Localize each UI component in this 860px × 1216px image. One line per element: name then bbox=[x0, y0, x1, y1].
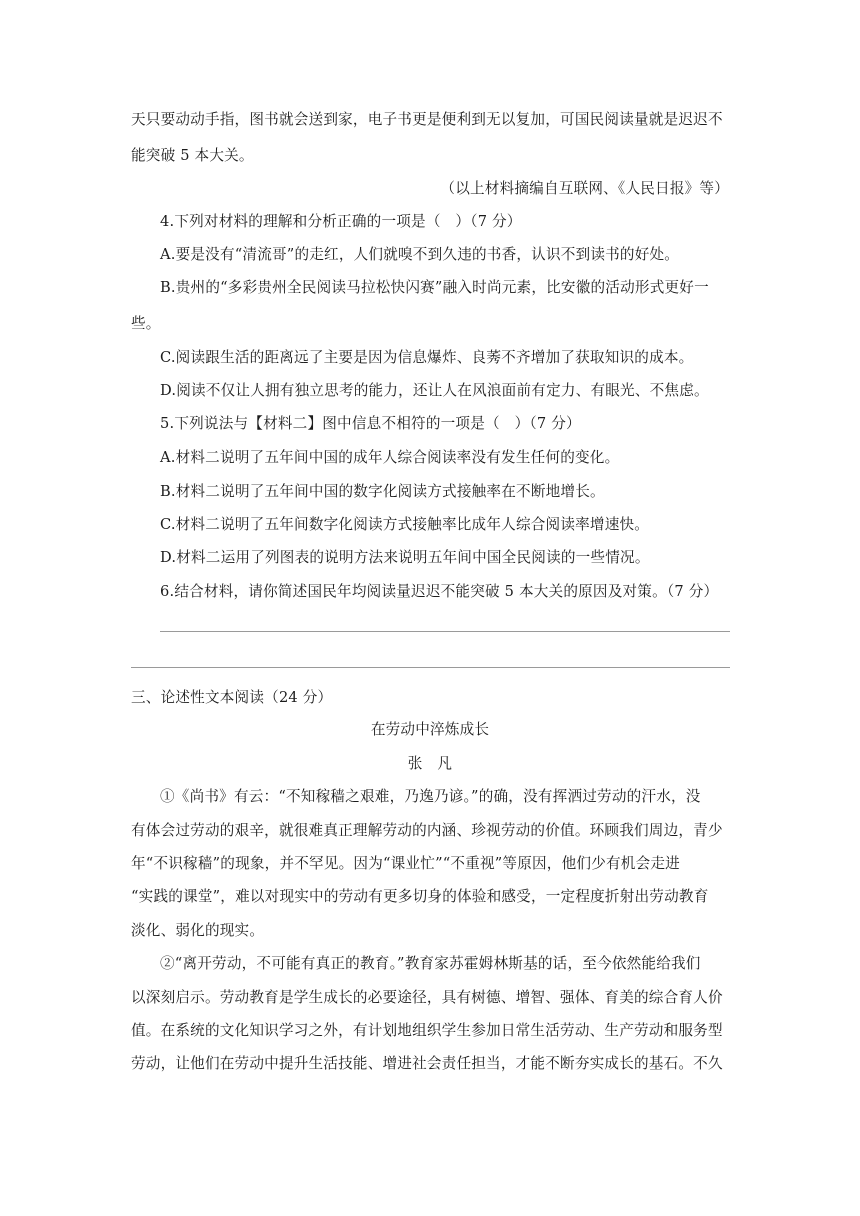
paragraph-1-line-2: 有体会过劳动的艰辛，就很难真正理解劳动的内涵、珍视劳动的价值。环顾我们周边，青少 bbox=[131, 822, 723, 839]
question-4-option-b-cont: 些。 bbox=[131, 315, 161, 332]
paragraph-2-line-1: ②“离开劳动，不可能有真正的教育。”教育家苏霍姆林斯基的话，至今依然能给我们 bbox=[160, 955, 701, 972]
section-3-heading: 三、论述性文本阅读（24 分） bbox=[131, 689, 333, 706]
paragraph-1-line-4: “实践的课堂”，难以对现实中的劳动有更多切身的体验和感受，一定程度折射出劳动教育 bbox=[131, 888, 709, 905]
question-5-option-a: A.材料二说明了五年间中国的成年人综合阅读率没有发生任何的变化。 bbox=[160, 449, 620, 466]
paragraph-1-line-3: 年“不识稼穑”的现象，并不罕见。因为“课业忙”“不重视”等原因，他们少有机会走进 bbox=[131, 855, 680, 872]
paragraph-2-line-2: 以深刻启示。劳动教育是学生成长的必要途径，具有树德、增智、强体、育美的综合育人价 bbox=[131, 989, 723, 1006]
article-title: 在劳动中淬炼成长 bbox=[370, 721, 490, 738]
paragraph-2-line-4: 劳动，让他们在劳动中提升生活技能、增进社会责任担当，才能不断夯实成长的基石。不久 bbox=[131, 1055, 723, 1072]
paragraph-2-line-3: 值。在系统的文化知识学习之外，有计划地组织学生参加日常生活劳动、生产劳动和服务型 bbox=[131, 1022, 723, 1039]
question-5-option-b: B.材料二说明了五年间中国的数字化阅读方式接触率在不断地增长。 bbox=[160, 483, 605, 500]
question-5-option-d: D.材料二运用了列图表的说明方法来说明五年间中国全民阅读的一些情况。 bbox=[160, 549, 650, 566]
intro-line-1: 天只要动动手指，图书就会送到家，电子书更是便利到无以复加，可国民阅读量就是迟迟不 bbox=[131, 111, 723, 128]
question-5-stem: 5.下列说法与【材料二】图中信息不相符的一项是（ ）（7 分） bbox=[160, 415, 581, 432]
material-source: （以上材料摘编自互联网、《人民日报》等） bbox=[440, 180, 729, 197]
question-4-option-b: B.贵州的“多彩贵州全民阅读马拉松快闪赛”融入时尚元素，比安徽的活动形式更好一 bbox=[160, 279, 709, 296]
question-4-option-d: D.阅读不仅让人拥有独立思考的能力，还让人在风浪面前有定力、有眼光、不焦虑。 bbox=[160, 382, 709, 399]
paragraph-1-line-1: ①《尚书》有云：“不知稼穑之艰难，乃逸乃谚。”的确，没有挥洒过劳动的汗水，没 bbox=[160, 788, 701, 805]
article-author: 张 凡 bbox=[407, 755, 453, 772]
paragraph-1-line-5: 淡化、弱化的现实。 bbox=[131, 922, 265, 939]
intro-line-2: 能突破 5 本大关。 bbox=[131, 147, 254, 164]
question-6-stem: 6.结合材料，请你简述国民年均阅读量迟迟不能突破 5 本大关的原因及对策。（7 分） bbox=[160, 583, 719, 600]
question-4-option-c: C.阅读跟生活的距离远了主要是因为信息爆炸、良莠不齐增加了获取知识的成本。 bbox=[160, 349, 694, 366]
answer-line-1[interactable] bbox=[160, 631, 730, 632]
question-4-stem: 4.下列对材料的理解和分析正确的一项是（ ）（7 分） bbox=[160, 213, 522, 230]
answer-line-2[interactable] bbox=[131, 667, 730, 668]
question-4-option-a: A.要是没有“清流哥”的走红，人们就嗅不到久违的书香，认识不到读书的好处。 bbox=[160, 246, 680, 263]
question-5-option-c: C.材料二说明了五年间数字化阅读方式接触率比成年人综合阅读率增速快。 bbox=[160, 516, 650, 533]
